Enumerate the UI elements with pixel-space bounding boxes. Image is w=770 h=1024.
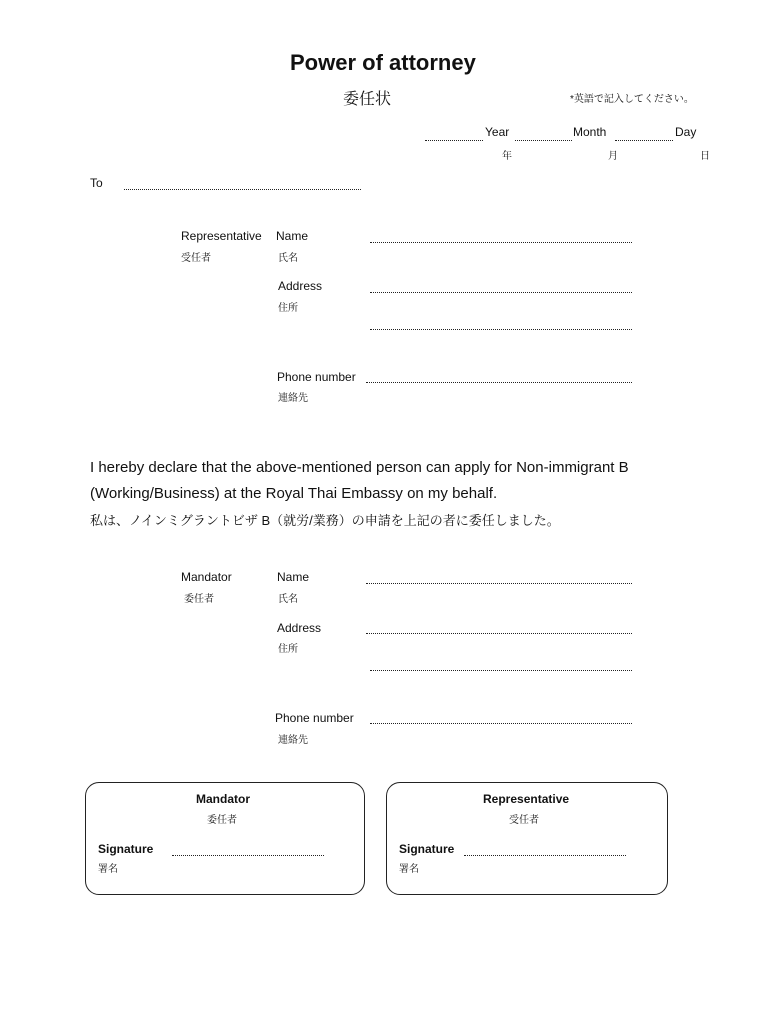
representative-phone-label: Phone number — [277, 370, 356, 384]
mandator-name-label-jp: 氏名 — [278, 594, 298, 605]
declaration-line-2: (Working/Business) at the Royal Thai Embassy on my behalf. — [90, 485, 498, 502]
representative-signature-label: Signature — [399, 842, 455, 856]
representative-signature-label-jp: 署名 — [399, 864, 419, 875]
mandator-address-label-jp: 住所 — [278, 644, 298, 655]
mandator-address-field-1[interactable] — [366, 633, 632, 634]
declaration-line-1: I hereby declare that the above-mentioned person can apply for Non-immigrant B — [90, 459, 629, 476]
month-label-jp: 月 — [608, 151, 618, 162]
declaration-line-jp: 私は、ノインミグラントビザ B（就労/業務）の申請を上記の者に委任しました。 — [90, 513, 560, 528]
mandator-name-label: Name — [277, 570, 310, 584]
day-field[interactable] — [615, 140, 673, 141]
representative-address-label-jp: 住所 — [278, 303, 298, 314]
to-field[interactable] — [124, 189, 361, 190]
year-label-jp: 年 — [502, 151, 512, 162]
representative-phone-field[interactable] — [366, 382, 632, 383]
month-label: Month — [573, 125, 607, 139]
mandator-label: Mandator — [181, 570, 232, 584]
page-title: Power of attorney — [290, 50, 476, 75]
mandator-signature-field[interactable] — [172, 855, 324, 856]
page-subtitle: 委任状 — [343, 91, 392, 108]
to-label: To — [90, 176, 103, 190]
mandator-box-title-jp: 委任者 — [207, 815, 237, 826]
mandator-address-field-2[interactable] — [370, 670, 632, 671]
mandator-name-field[interactable] — [366, 583, 632, 584]
year-label: Year — [485, 125, 510, 139]
day-label: Day — [675, 125, 697, 139]
mandator-address-label: Address — [277, 621, 322, 635]
mandator-phone-field[interactable] — [370, 723, 632, 724]
mandator-signature-label: Signature — [98, 842, 154, 856]
representative-address-field-2[interactable] — [370, 329, 632, 330]
representative-name-label-jp: 氏名 — [278, 253, 298, 264]
representative-box-title-jp: 受任者 — [509, 815, 539, 826]
year-field[interactable] — [425, 140, 483, 141]
representative-phone-label-jp: 連絡先 — [278, 393, 308, 404]
day-label-jp: 日 — [700, 151, 710, 162]
representative-label-jp: 受任者 — [181, 253, 211, 264]
mandator-phone-label-jp: 連絡先 — [278, 735, 308, 746]
representative-address-field-1[interactable] — [370, 292, 632, 293]
representative-signature-field[interactable] — [464, 855, 626, 856]
language-note: *英語で記入してください。 — [570, 94, 694, 105]
representative-name-field[interactable] — [370, 242, 632, 243]
mandator-label-jp: 委任者 — [184, 594, 214, 605]
mandator-box-title: Mandator — [196, 792, 250, 806]
mandator-signature-box — [85, 782, 365, 895]
representative-signature-box — [386, 782, 668, 895]
representative-address-label: Address — [278, 279, 323, 293]
representative-label: Representative — [181, 229, 262, 243]
mandator-signature-label-jp: 署名 — [98, 864, 118, 875]
mandator-phone-label: Phone number — [275, 711, 354, 725]
representative-box-title: Representative — [483, 792, 570, 806]
month-field[interactable] — [515, 140, 572, 141]
representative-name-label: Name — [276, 229, 309, 243]
